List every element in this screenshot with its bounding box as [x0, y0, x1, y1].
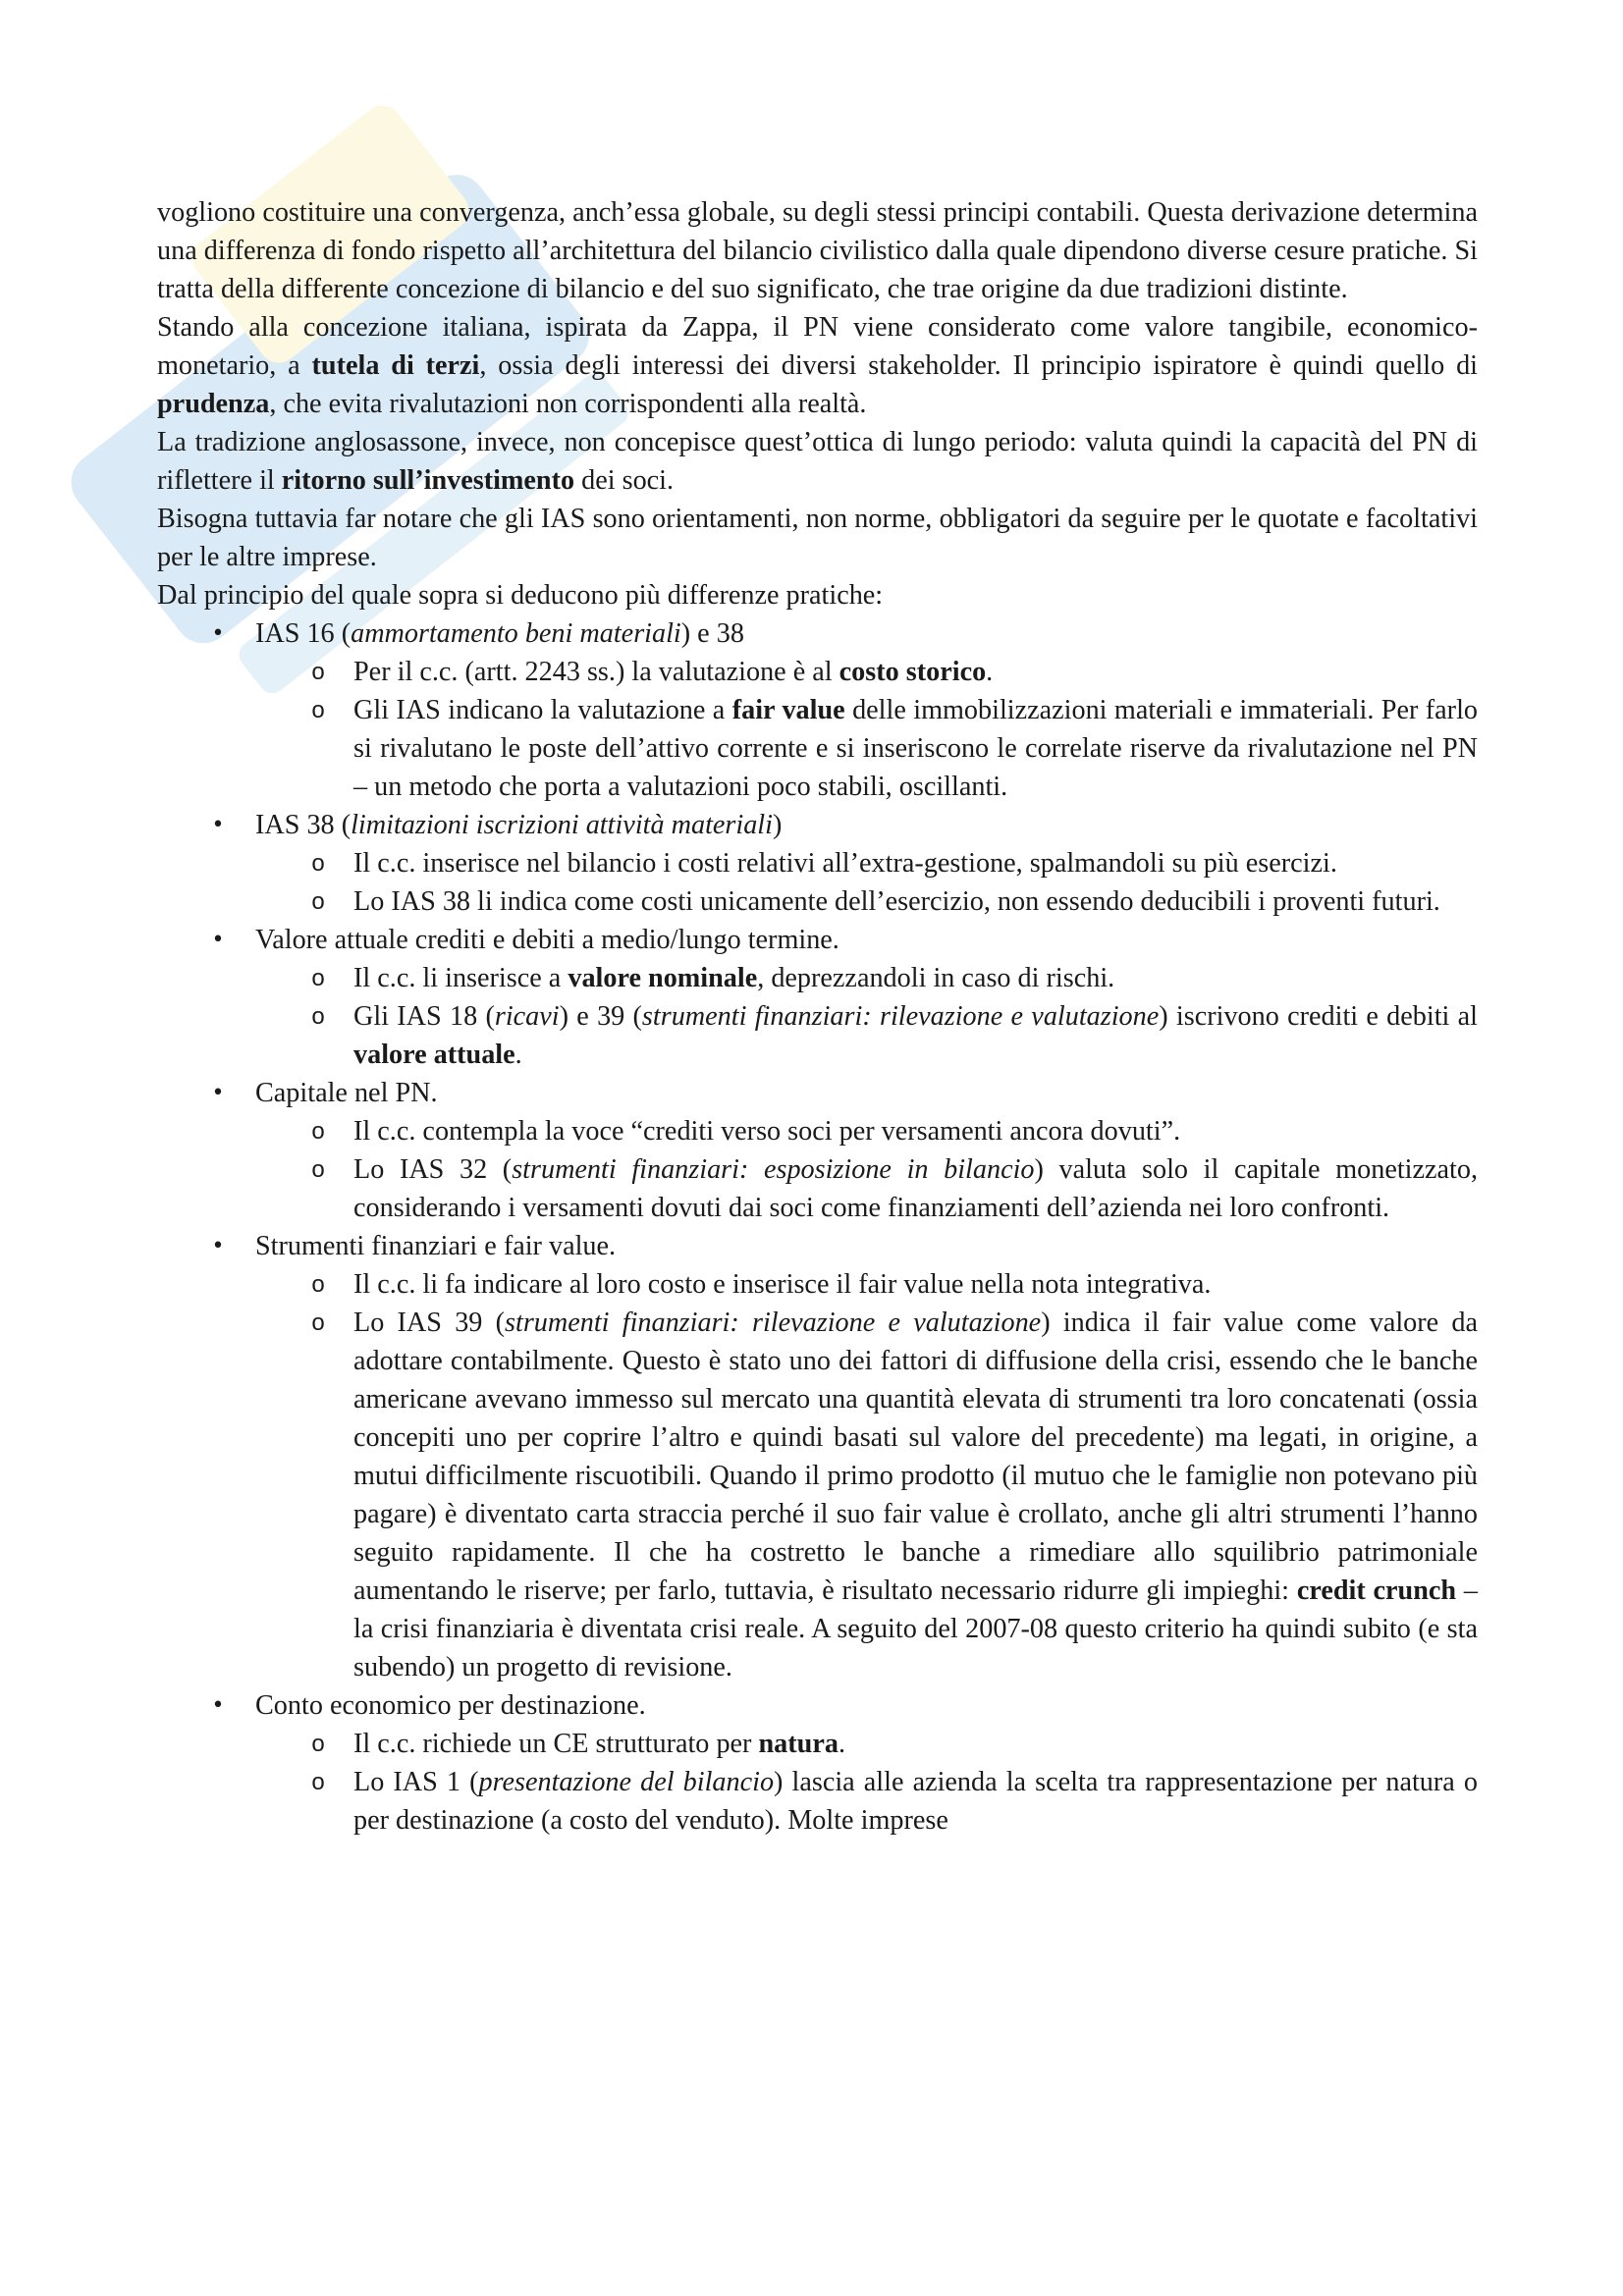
- sub-list-item-text: [353, 1265, 1478, 1304]
- sub-list-item-text: [353, 1304, 1478, 1686]
- sub-list-item: [157, 882, 1478, 921]
- text-run: IAS 16 (: [255, 618, 352, 649]
- list-item: [157, 1686, 1478, 1840]
- text-run: Lo IAS 38 li indica come costi unicamente dell’esercizio, non essendo deducibili i proventi futuri.: [353, 886, 1440, 917]
- sub-list: [255, 1112, 1478, 1227]
- circle-bullet-icon: o: [311, 697, 325, 723]
- bold-term: natura: [758, 1729, 839, 1759]
- circle-bullet-icon: o: [311, 1769, 325, 1795]
- list-item-text: [255, 1074, 1478, 1112]
- text-run: Stando alla concezione italiana, ispirata da Zappa, il PN viene considerato come valore tangibile, economico-monetario, a: [157, 312, 1478, 381]
- text-run: Per il c.c. (artt. 2243 ss.) la valutazione è al: [353, 657, 839, 687]
- list-item-text: [255, 806, 1478, 844]
- text-run: .: [986, 657, 994, 687]
- italic-title: presentazione del bilancio: [478, 1767, 775, 1797]
- bold-term: tutela di terzi: [311, 350, 480, 381]
- text-run: ) iscrivono crediti e debiti al: [1159, 1001, 1478, 1032]
- italic-title: limitazioni iscrizioni attività materiali: [351, 810, 773, 840]
- text-run: Il c.c. li inserisce a: [353, 963, 568, 993]
- circle-bullet-icon: o: [311, 659, 325, 685]
- list-item: [157, 1074, 1478, 1227]
- text-run: Lo IAS 1 (: [353, 1767, 479, 1797]
- text-run: .: [838, 1729, 845, 1759]
- text-run: Bisogna tuttavia far notare che gli IAS sono orientamenti, non norme, obbligatori da seguire per le quotate e facoltativi per le altre imprese.: [157, 504, 1478, 572]
- italic-title: strumenti finanziari: esposizione in bilancio: [512, 1154, 1035, 1185]
- bullet-icon: •: [211, 928, 225, 952]
- bold-term: valore attuale: [353, 1040, 515, 1070]
- circle-bullet-icon: o: [311, 1271, 325, 1298]
- sub-list: [255, 653, 1478, 806]
- circle-bullet-icon: o: [311, 1003, 325, 1030]
- sub-list-item: [157, 653, 1478, 691]
- text-run: ): [772, 810, 783, 840]
- text-run: – la crisi finanziaria è diventata crisi reale. A seguito del 2007-08 questo criterio ha quindi subito (e sta subendo) un progetto di revisione.: [353, 1575, 1478, 1682]
- text-run: Strumenti finanziari e fair value.: [255, 1231, 617, 1261]
- sub-list-item: [157, 997, 1478, 1074]
- sub-list-item-text: [353, 1725, 1478, 1763]
- text-run: Gli IAS 18 (: [353, 1001, 495, 1032]
- differences-list: [157, 614, 1478, 1840]
- sub-list-item-text: [353, 844, 1478, 882]
- sub-list-item: [157, 1150, 1478, 1227]
- bullet-icon: •: [211, 621, 225, 646]
- italic-title: strumenti finanziari: rilevazione e valutazione: [505, 1308, 1042, 1338]
- text-run: Lo IAS 32 (: [353, 1154, 513, 1185]
- list-item-text: [255, 1227, 1478, 1265]
- circle-bullet-icon: o: [311, 888, 325, 915]
- sub-list-item: [157, 1112, 1478, 1150]
- sub-list-item-text: [353, 653, 1478, 691]
- text-run: vogliono costituire una convergenza, anch’essa globale, su degli stessi principi contabili. Questa derivazione determina una differenza di fondo rispetto all’architettura del bilancio civilistico dalla quale dipendono diverse cesure pratiche. Si tratta della differente concezione di bilancio e del suo significato, che trae origine da due tradizioni distinte.: [157, 197, 1478, 304]
- bold-term: costo storico: [839, 657, 987, 687]
- italic-title: strumenti finanziari: rilevazione e valutazione: [641, 1001, 1160, 1032]
- circle-bullet-icon: o: [311, 965, 325, 991]
- sub-list: [255, 844, 1478, 921]
- text-run: ) e 38: [680, 618, 744, 649]
- text-run: Il c.c. richiede un CE strutturato per: [353, 1729, 759, 1759]
- sub-list-item-text: [353, 1112, 1478, 1150]
- list-item-text: [255, 921, 1478, 959]
- bold-term: valore nominale: [568, 963, 758, 993]
- text-run: .: [514, 1040, 522, 1070]
- circle-bullet-icon: o: [311, 1731, 325, 1757]
- sub-list-item-text: [353, 1763, 1478, 1840]
- list-item: [157, 921, 1478, 1074]
- paragraph: [157, 308, 1478, 423]
- sub-list-item-text: [353, 997, 1478, 1074]
- text-run: Gli IAS indicano la valutazione a: [353, 695, 732, 725]
- text-run: , che evita rivalutazioni non corrispondenti alla realtà.: [269, 389, 867, 419]
- bullet-icon: •: [211, 1234, 225, 1258]
- paragraph: [157, 500, 1478, 576]
- text-run: Capitale nel PN.: [255, 1078, 438, 1108]
- sub-list: [255, 959, 1478, 1074]
- circle-bullet-icon: o: [311, 850, 325, 877]
- list-item: [157, 1227, 1478, 1686]
- sub-list-item-text: [353, 959, 1478, 997]
- sub-list-item: [157, 1265, 1478, 1304]
- text-run: La tradizione anglosassone, invece, non concepisce quest’ottica di lungo periodo: valuta quindi la capacità del PN di riflettere il: [157, 427, 1478, 496]
- text-run: ) indica il fair value come valore da adottare contabilmente. Questo è stato uno dei fattori di diffusione della crisi, essendo che le banche americane avevano immesso sul mercato una quantità elevata di strumenti tra loro concatenati (ossia concepiti uno per coprire l’altro e quindi basati sul valore del precedente) ma legati, in origine, a mutui difficilmente riscuotibili. Quando il primo prodotto (il mutuo che le famiglie non potevano più pagare) è diventato carta straccia perché il suo fair value è crollato, anche gli altri strumenti l’hanno seguito rapidamente. Il che ha costretto le banche a rimediare allo squilibrio patrimoniale aumentando le riserve; per farlo, tuttavia, è risultato necessario ridurre gli impieghi:: [353, 1308, 1478, 1606]
- circle-bullet-icon: o: [311, 1156, 325, 1183]
- paragraph: [157, 423, 1478, 500]
- bold-term: fair value: [731, 695, 845, 725]
- sub-list-item-text: [353, 691, 1478, 806]
- circle-bullet-icon: o: [311, 1118, 325, 1145]
- text-run: ) valuta solo il capitale monetizzato, considerando i versamenti dovuti dai soci come finanziamenti dell’azienda nei loro confronti.: [353, 1154, 1478, 1223]
- sub-list: [255, 1265, 1478, 1686]
- bold-term: prudenza: [157, 389, 270, 419]
- list-item-text: [255, 614, 1478, 653]
- text-run: , ossia degli interessi dei diversi stakeholder. Il principio ispiratore è quindi quello di: [479, 350, 1478, 381]
- paragraph: [157, 576, 1478, 614]
- sub-list-item-text: [353, 1150, 1478, 1227]
- bullet-icon: •: [211, 1693, 225, 1718]
- list-item-text: [255, 1686, 1478, 1725]
- list-item: [157, 806, 1478, 921]
- sub-list-item: [157, 1304, 1478, 1686]
- text-run: Il c.c. contempla la voce “crediti verso soci per versamenti ancora dovuti”.: [353, 1116, 1181, 1147]
- text-run: IAS 38 (: [255, 810, 352, 840]
- text-run: Conto economico per destinazione.: [255, 1690, 646, 1721]
- text-run: delle immobilizzazioni materiali e immateriali. Per farlo si rivalutano le poste dell’attivo corrente e si inseriscono le correlate riserve da rivalutazione nel PN – un metodo che porta a valutazioni poco stabili, oscillanti.: [353, 695, 1478, 802]
- bullet-icon: •: [211, 1081, 225, 1105]
- sub-list-item: [157, 844, 1478, 882]
- text-run: Lo IAS 39 (: [353, 1308, 506, 1338]
- text-run: dei soci.: [574, 465, 675, 496]
- circle-bullet-icon: o: [311, 1309, 325, 1336]
- sub-list-item: [157, 691, 1478, 806]
- sub-list-item: [157, 1763, 1478, 1840]
- bold-term: credit crunch: [1296, 1575, 1457, 1606]
- text-run: Il c.c. li fa indicare al loro costo e inserisce il fair value nella nota integrativa.: [353, 1269, 1212, 1300]
- text-run: ) lascia alle azienda la scelta tra rappresentazione per natura o per destinazione (a costo del venduto). Molte imprese: [353, 1767, 1478, 1836]
- italic-title: ricavi: [494, 1001, 560, 1032]
- text-run: Il c.c. inserisce nel bilancio i costi relativi all’extra-gestione, spalmandoli su più esercizi.: [353, 848, 1337, 879]
- sub-list-item: [157, 1725, 1478, 1763]
- text-run: Dal principio del quale sopra si deducono più differenze pratiche:: [157, 580, 884, 611]
- text-run: Valore attuale crediti e debiti a medio/lungo termine.: [255, 925, 839, 955]
- sub-list-item: [157, 959, 1478, 997]
- text-run: ) e 39 (: [559, 1001, 642, 1032]
- bullet-icon: •: [211, 813, 225, 837]
- sub-list-item-text: [353, 882, 1478, 921]
- sub-list: [255, 1725, 1478, 1840]
- bold-term: ritorno sull’investimento: [281, 465, 575, 496]
- text-run: , deprezzandoli in caso di rischi.: [757, 963, 1115, 993]
- italic-title: ammortamento beni materiali: [351, 618, 681, 649]
- paragraph: [157, 193, 1478, 308]
- document-page: [157, 193, 1478, 1840]
- list-item: [157, 614, 1478, 806]
- intro-paragraphs: [157, 193, 1478, 614]
